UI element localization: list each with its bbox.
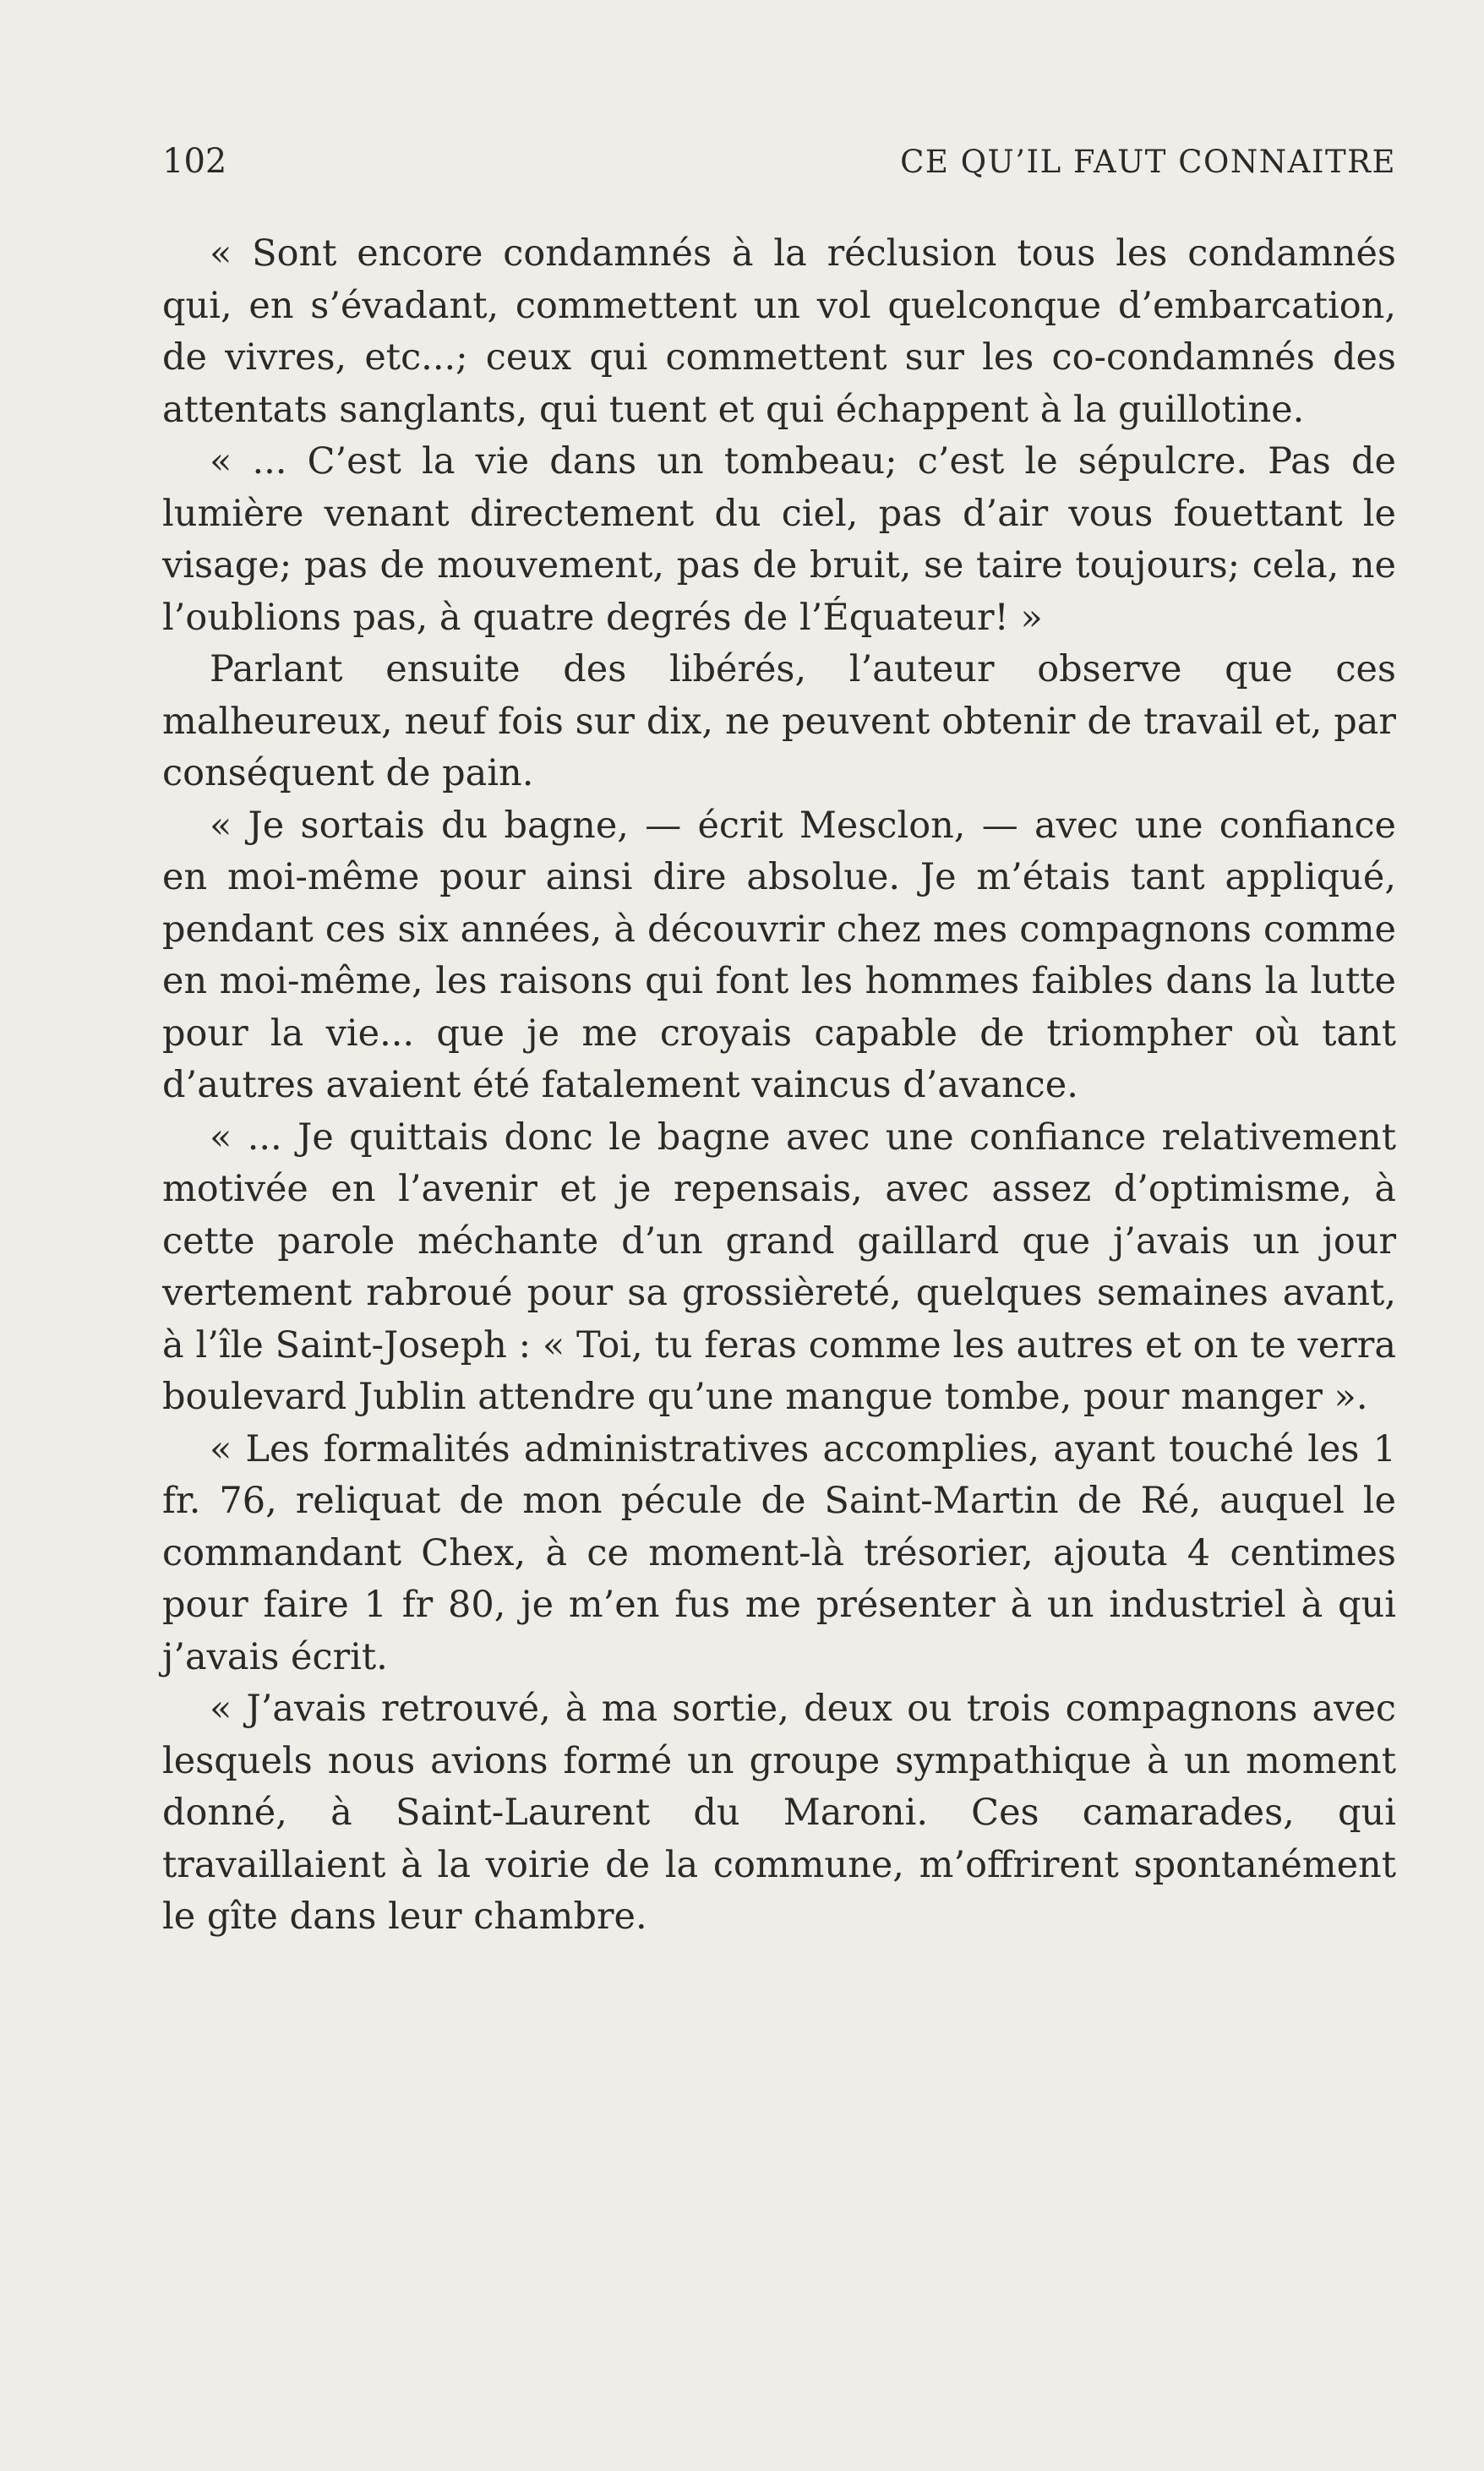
text-body [162, 228, 1396, 1944]
paragraph: « J’avais retrouvé, à ma sortie, deux ou trois compagnons avec lesquels nous avions formé un groupe sympathique à un moment donné, à Saint-Laurent du Maroni. Ces camarades, qui travaillaient à la voirie de la commune, m’offrirent spontanément le gîte dans leur chambre. [162, 1688, 1396, 1938]
paragraph: « Les formalités administratives accomplies, ayant touché les 1 fr. 76, reliquat de mon pécule de Saint-Martin de Ré, auquel le commandant Chex, à ce moment-là trésorier, ajouta 4 centimes pour faire 1 fr 80, je m’en fus me présenter à un industriel à qui j’avais écrit. [162, 1427, 1396, 1678]
paragraph: « Je sortais du bagne, — écrit Mesclon, — avec une confiance en moi-même pour ainsi dire absolue. Je m’étais tant appliqué, pendant ces six années, à découvrir chez mes compagnons comme en moi-même, les raisons qui font les hommes faibles dans la lutte pour la vie... que je me croyais capable de triompher où tant d’autres avaient été fatalement vaincus d’avance. [162, 804, 1396, 1106]
running-title: CE QU’IL FAUT CONNAITRE [900, 144, 1396, 180]
paragraph: « ... Je quittais donc le bagne avec une confiance relativement motivée en l’avenir et je repensais, avec assez d’optimisme, à cette parole méchante d’un grand gaillard que j’avais un jour vertement rabroué pour sa grossièreté, quelques semaines avant, à l’île Saint-Joseph : « Toi, tu feras comme les autres et on te verra boulevard Jublin attendre qu’une mangue tombe, pour manger ». [162, 1115, 1396, 1418]
paragraph: « ... C’est la vie dans un tombeau; c’est le sépulcre. Pas de lumière venant directement du ciel, pas d’air vous fouettant le visage; pas de mouvement, pas de bruit, se taire toujours; cela, ne l’oublions pas, à quatre degrés de l’Équateur! » [162, 440, 1396, 639]
paragraph: Parlant ensuite des libérés, l’auteur observe que ces malheureux, neuf fois sur dix, ne peuvent obtenir de travail et, par conséquent de pain. [162, 648, 1396, 794]
page-header [162, 142, 1396, 193]
page-number: 102 [162, 142, 227, 181]
paragraph: « Sont encore condamnés à la réclusion tous les condamnés qui, en s’évadant, commettent un vol quelconque d’embarcation, de vivres, etc...; ceux qui commettent sur les co-condamnés des attentats sanglants, qui tuent et qui échappent à la guillotine. [162, 232, 1396, 431]
